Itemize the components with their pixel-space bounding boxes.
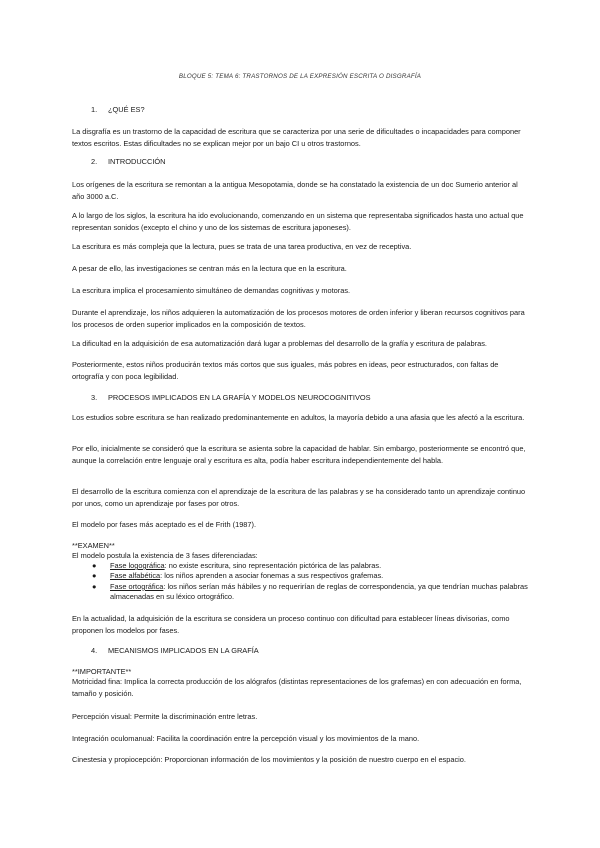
mechanism-paragraph: Cinestesia y propiocepción: Proporcionan información de los movimientos y la posición de nuestro cuerpo en el espacio.	[72, 755, 466, 764]
paragraph: Posteriormente, estos niños producirán textos más cortos que sus iguales, más pobres en ideas, peor estructurados, con faltas de ortografía y con poca legibilidad.	[72, 360, 499, 381]
paragraph: El desarrollo de la escritura comienza con el aprendizaje de la escritura de las palabras y se ha considerado tanto un aprendizaje continuo por unos, como un aprendizaje por fases por otros.	[72, 487, 526, 508]
exam-label: **EXAMEN**	[72, 541, 115, 550]
bullet-icon: ●	[92, 561, 97, 570]
exam-intro: El modelo postula la existencia de 3 fases diferenciadas:	[72, 551, 258, 560]
section-heading-1: 1. ¿QUÉ ES?	[91, 105, 145, 114]
mechanism-paragraph: Integración oculomanual: Facilita la coordinación entre la percepción visual y los movimientos de la mano.	[72, 734, 420, 743]
important-label: **IMPORTANTE**	[72, 667, 132, 676]
paragraph: Los orígenes de la escritura se remontan a la antigua Mesopotamia, donde se ha constatado la existencia de un doc Sumerio anterior al año 3000 a.C.	[72, 180, 518, 201]
section-heading-3: 3. PROCESOS IMPLICADOS EN LA GRAFÍA Y MODELOS NEUROCOGNITIVOS	[91, 393, 371, 402]
paragraph: La escritura implica el procesamiento simultáneo de demandas cognitivas y motoras.	[72, 286, 351, 295]
paragraph: A lo largo de los siglos, la escritura ha ido evolucionando, comenzando en un sistema que representaba significados hasta uno actual que representan sonidos (excepto el chino y uno de los sistemas de escritura japoneses).	[72, 211, 524, 232]
paragraph: El modelo por fases más aceptado es el de Frith (1987).	[72, 520, 257, 529]
list-item: ● Fase alfabética: los niños aprenden a asociar fonemas a sus respectivos grafemas.	[92, 571, 384, 581]
list-item: ● Fase ortográfica: los niños serían más hábiles y no requerirían de reglas de correspondencia, ya que tendrían muchas palabras almacenadas en su léxico ortográfico.	[92, 581, 528, 602]
list-item: ● Fase logográfica: no existe escritura, sino representación pictórica de las palabras.	[92, 561, 382, 570]
section-heading-2: 2. INTRODUCCIÓN	[91, 157, 166, 166]
bullet-icon: ●	[92, 571, 97, 581]
paragraph: A pesar de ello, las investigaciones se centran más en la lectura que en la escritura.	[72, 264, 347, 273]
bullet-icon: ●	[92, 581, 97, 591]
paragraph: La escritura es más compleja que la lectura, pues se trata de una tarea productiva, en vez de receptiva.	[72, 242, 412, 251]
mechanism-paragraph: Motricidad fina: Implica la correcta producción de los alógrafos (distintas representaciones de los grafemas) en con adecuación en forma, tamaño y posición.	[72, 677, 522, 698]
section-heading-4: 4. MECANISMOS IMPLICADOS EN LA GRAFÍA	[91, 646, 259, 655]
mechanism-paragraph: Percepción visual: Permite la discriminación entre letras.	[72, 712, 258, 721]
phase-list	[92, 561, 530, 603]
page-header: BLOQUE 5: TEMA 6: TRASTORNOS DE LA EXPRESIÓN ESCRITA O DISGRAFÍA	[178, 73, 422, 80]
paragraph: Por ello, inicialmente se consideró que la escritura se asienta sobre la capacidad de hablar. Sin embargo, posteriormente se encontró que, aunque la correlación entre lenguaje oral y escritura es alta, podía haber escritura independientemente del habla.	[72, 444, 526, 465]
paragraph: Los estudios sobre escritura se han realizado predominantemente en adultos, la mayoría debido a una afasia que les afectó a la escritura.	[72, 413, 525, 422]
paragraph: Durante el aprendizaje, los niños adquieren la automatización de los procesos motores de orden inferior y liberan recursos cognitivos para los procesos de orden superior implicados en la composición de textos.	[72, 308, 525, 329]
paragraph: La dificultad en la adquisición de esa automatización dará lugar a problemas del desarrollo de la grafía y escritura de palabras.	[72, 339, 487, 348]
paragraph: En la actualidad, la adquisición de la escritura se considera un proceso continuo con dificultad para establecer líneas divisorias, como proponen los modelos por fases.	[72, 614, 510, 635]
paragraph: La disgrafía es un trastorno de la capacidad de escritura que se caracteriza por una serie de dificultades o incapacidades para componer textos escritos. Estas dificultades no se explican mejor por un bajo CI u otros trastornos.	[72, 127, 521, 148]
